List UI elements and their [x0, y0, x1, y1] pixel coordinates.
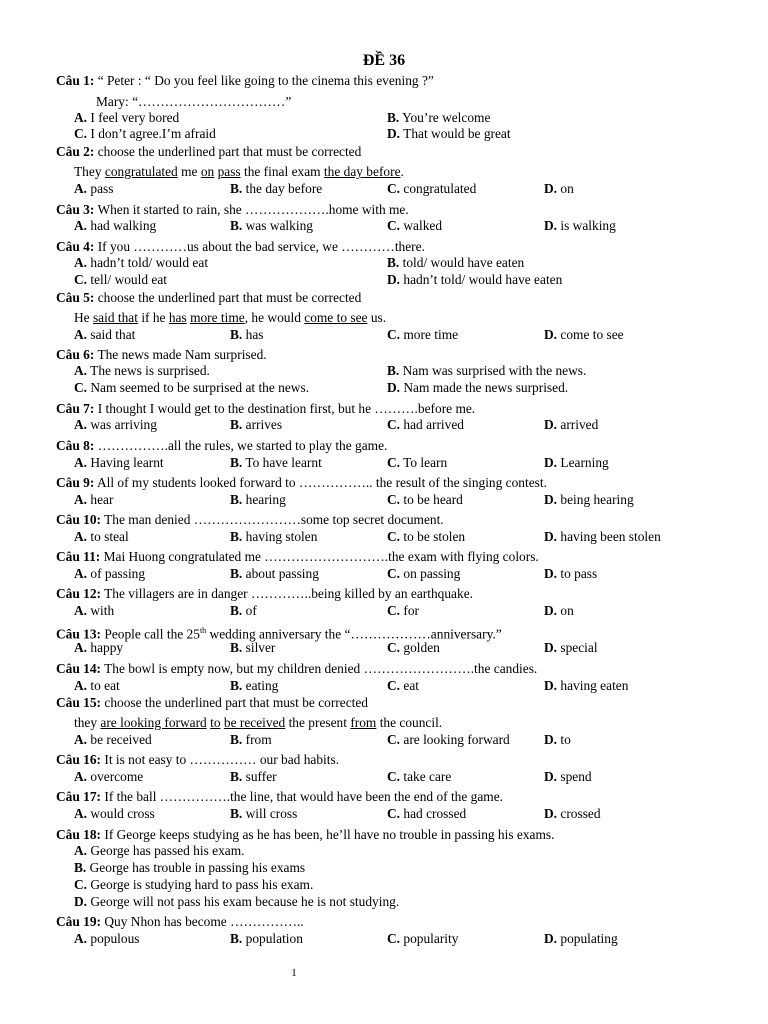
option-a: A. with — [74, 603, 115, 618]
option-d: D. to — [544, 732, 571, 747]
option-a: A. George has passed his exam. — [74, 843, 245, 858]
option-c: C. had arrived — [387, 417, 464, 432]
option-c: C. Nam seemed to be surprised at the news. — [74, 380, 310, 395]
option-b: B. You’re welcome — [387, 110, 491, 125]
option-c: C. to be heard — [387, 492, 463, 507]
option-c: C. had crossed — [387, 806, 467, 821]
option-c: C. congratulated — [387, 181, 477, 196]
question-2-sentence: They congratulated me on pass the final exam the day before. — [74, 164, 404, 179]
question-text: “ Peter : “ Do you feel like going to the cinema this evening ?” — [97, 73, 434, 88]
question-6-options-row2 — [0, 380, 768, 396]
option-a: A. be received — [74, 732, 152, 747]
option-b: B. from — [230, 732, 272, 747]
question-16: Câu 16: It is not easy to …………… our bad habits. — [56, 752, 340, 767]
question-2-options — [0, 181, 768, 197]
option-d: D. crossed — [544, 806, 601, 821]
option-d: D. Learning — [544, 455, 609, 470]
option-a: A. Having learnt — [74, 455, 164, 470]
question-1-options-row1 — [0, 110, 768, 126]
option-a: A. I feel very bored — [74, 110, 180, 125]
question-17-options — [0, 806, 768, 822]
option-d: D. Nam made the news surprised. — [387, 380, 569, 395]
option-a: A. hear — [74, 492, 114, 507]
question-19-options — [0, 931, 768, 947]
exam-title: ĐỀ 36 — [362, 52, 406, 69]
question-10-options — [0, 529, 768, 545]
question-4-options-row1 — [0, 255, 768, 271]
question-8-options — [0, 455, 768, 471]
question-3: Câu 3: When it started to rain, she ……………….home with me. — [56, 202, 409, 217]
question-15: Câu 15: choose the underlined part that must be corrected — [56, 695, 368, 710]
option-c: C. are looking forward — [387, 732, 510, 747]
option-a: A. to steal — [74, 529, 129, 544]
question-3-options — [0, 218, 768, 234]
question-9: Câu 9: All of my students looked forward to …………….. the result of the singing contest. — [56, 475, 547, 490]
question-2: Câu 2: choose the underlined part that must be corrected — [56, 144, 362, 159]
option-b: B. will cross — [230, 806, 298, 821]
option-a: A. happy — [74, 640, 124, 655]
question-12: Câu 12: The villagers are in danger …………..being killed by an earthquake. — [56, 586, 473, 601]
option-b: B. told/ would have eaten — [387, 255, 525, 270]
question-7-options — [0, 417, 768, 433]
option-a: A. was arriving — [74, 417, 157, 432]
option-b: B. suffer — [230, 769, 277, 784]
question-18: Câu 18: If George keeps studying as he has been, he’ll have no trouble in passing his exams. — [56, 827, 555, 842]
option-c: C. To learn — [387, 455, 448, 470]
option-c: C. eat — [387, 678, 419, 693]
option-b: B. of — [230, 603, 257, 618]
question-12-options — [0, 603, 768, 619]
question-11-options — [0, 566, 768, 582]
question-15-sentence: they are looking forward to be received the present from the council. — [74, 715, 443, 730]
option-b: B. was walking — [230, 218, 313, 233]
question-10: Câu 10: The man denied ……………………some top secret document. — [56, 512, 444, 527]
question-16-options — [0, 769, 768, 785]
page-number: 1 — [291, 967, 297, 979]
option-c: C. more time — [387, 327, 459, 342]
question-19: Câu 19: Quy Nhon has become …………….. — [56, 914, 304, 929]
question-5-sentence: He said that if he has more time, he would come to see us. — [74, 310, 387, 325]
option-d: D. having been stolen — [544, 529, 661, 544]
option-c: C. for — [387, 603, 420, 618]
question-4-options-row2 — [0, 272, 768, 288]
option-a: A. The news is surprised. — [74, 363, 210, 378]
option-d: D. on — [544, 181, 574, 196]
option-d: D. having eaten — [544, 678, 629, 693]
option-a: A. pass — [74, 181, 114, 196]
option-b: B. silver — [230, 640, 276, 655]
question-1-options-row2 — [0, 126, 768, 142]
question-9-options — [0, 492, 768, 508]
option-b: B. hearing — [230, 492, 286, 507]
question-1 — [56, 73, 434, 89]
option-c: C. I don’t agree.I’m afraid — [74, 126, 216, 141]
option-c: C. tell/ would eat — [74, 272, 167, 287]
question-7: Câu 7: I thought I would get to the destination first, but he ……….before me. — [56, 401, 476, 416]
option-c: C. on passing — [387, 566, 461, 581]
option-b: B. about passing — [230, 566, 319, 581]
question-8: Câu 8: …………….all the rules, we started to play the game. — [56, 438, 388, 453]
option-b: B. has — [230, 327, 264, 342]
question-13-options — [0, 640, 768, 656]
option-b: B. To have learnt — [230, 455, 322, 470]
option-b: B. George has trouble in passing his exams — [74, 860, 306, 875]
option-b: B. population — [230, 931, 303, 946]
option-c: C. golden — [387, 640, 440, 655]
option-d: D. populating — [544, 931, 618, 946]
option-d: D. That would be great — [387, 126, 511, 141]
option-d: D. to pass — [544, 566, 598, 581]
option-d: D. hadn’t told/ would have eaten — [387, 272, 563, 287]
option-c: C. take care — [387, 769, 452, 784]
option-a: A. said that — [74, 327, 136, 342]
option-a: A. overcome — [74, 769, 144, 784]
question-5: Câu 5: choose the underlined part that must be corrected — [56, 290, 362, 305]
question-4: Câu 4: If you …………us about the bad service, we …………there. — [56, 239, 425, 254]
option-a: A. to eat — [74, 678, 120, 693]
option-a: A. had walking — [74, 218, 157, 233]
option-c: C. to be stolen — [387, 529, 466, 544]
question-14: Câu 14: The bowl is empty now, but my children denied …………………….the candies. — [56, 661, 538, 676]
question-11: Câu 11: Mai Huong congratulated me ……………………….the exam with flying colors. — [56, 549, 539, 564]
question-17: Câu 17: If the ball …………….the line, that would have been the end of the game. — [56, 789, 504, 804]
option-a: A. would cross — [74, 806, 155, 821]
option-b: B. having stolen — [230, 529, 318, 544]
option-d: D. George will not pass his exam because he is not studying. — [74, 894, 400, 909]
question-13: Câu 13: People call the 25th wedding anniversary the “………………anniversary.” — [56, 626, 502, 642]
option-a: A. of passing — [74, 566, 146, 581]
option-b: B. arrives — [230, 417, 283, 432]
question-14-options — [0, 678, 768, 694]
option-c: C. walked — [387, 218, 443, 233]
option-d: D. special — [544, 640, 598, 655]
option-c: C. George is studying hard to pass his exam. — [74, 877, 314, 892]
question-5-options — [0, 327, 768, 343]
option-c: C. popularity — [387, 931, 459, 946]
option-b: B. the day before — [230, 181, 323, 196]
option-a: A. populous — [74, 931, 140, 946]
option-d: D. arrived — [544, 417, 599, 432]
option-b: B. Nam was surprised with the news. — [387, 363, 587, 378]
question-1-dialogue: Mary: “……………………………” — [96, 94, 292, 109]
question-label: Câu 1: — [56, 73, 95, 88]
question-15-options — [0, 732, 768, 748]
option-d: D. on — [544, 603, 574, 618]
option-a: A. hadn’t told/ would eat — [74, 255, 209, 270]
question-6-options-row1 — [0, 363, 768, 379]
option-b: B. eating — [230, 678, 279, 693]
question-6: Câu 6: The news made Nam surprised. — [56, 347, 267, 362]
option-d: D. spend — [544, 769, 592, 784]
option-d: D. come to see — [544, 327, 624, 342]
option-d: D. is walking — [544, 218, 616, 233]
option-d: D. being hearing — [544, 492, 634, 507]
